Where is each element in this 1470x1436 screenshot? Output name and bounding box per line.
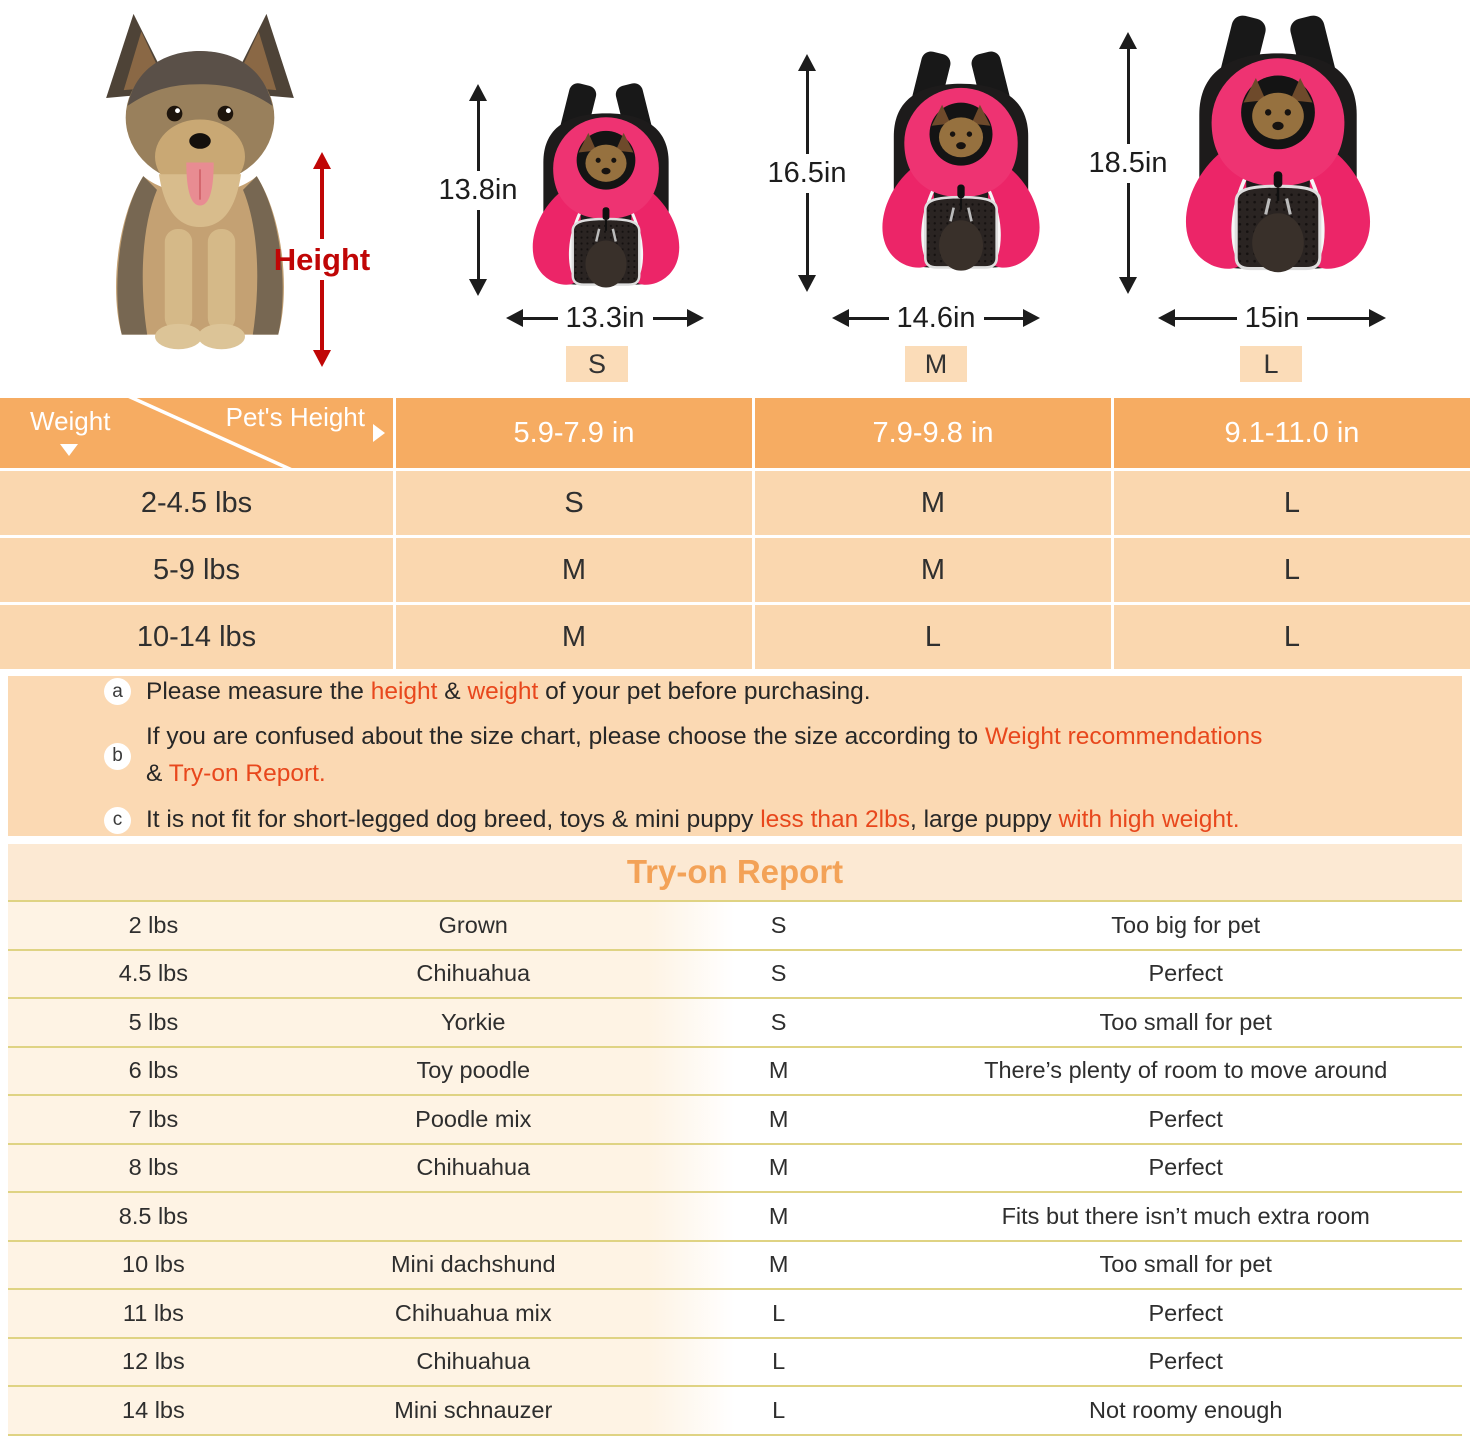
arrow-line	[320, 169, 324, 239]
column-header-1: 5.9-7.9 in	[396, 398, 752, 468]
tryon-cell-breed: Chihuahua	[416, 960, 531, 987]
dog-height-arrow	[267, 152, 377, 367]
note-a-part: &	[437, 677, 468, 705]
tryon-cell-weight: 11 lbs	[122, 1299, 184, 1326]
tryon-cell-weight: 8.5 lbs	[118, 1202, 189, 1229]
note-c-part: It is not fit for short-legged dog breed, toys & mini puppy	[146, 805, 761, 833]
tryon-cell-weight: 12 lbs	[122, 1348, 185, 1375]
arrow-line	[1127, 49, 1130, 144]
tryon-cell-size: M	[768, 1154, 789, 1181]
row-1-size-2: M	[755, 471, 1111, 535]
arrow-head-down	[313, 350, 331, 367]
arrow-line	[1307, 317, 1369, 320]
size-s-height-value: 13.8in	[438, 173, 518, 206]
tryon-cell-weight: 2 lbs	[128, 911, 179, 938]
tryon-cell-size: S	[770, 960, 787, 987]
tryon-row	[8, 1288, 1462, 1337]
row-1-weight: 2-4.5 lbs	[0, 471, 393, 535]
tryon-cell-size: S	[770, 1008, 787, 1035]
backpack-image-l	[1155, 14, 1401, 303]
note-a	[104, 674, 1438, 711]
arrow-line	[523, 317, 558, 320]
tryon-row	[8, 1191, 1462, 1240]
triangle-right-icon	[373, 424, 385, 442]
size-s-width-value: 13.3in	[565, 301, 645, 334]
tryon-title-band	[8, 844, 1462, 900]
note-a-text	[146, 674, 871, 711]
arrow-line	[984, 317, 1024, 320]
size-s-chip: S	[566, 346, 628, 382]
size-table	[0, 398, 1470, 669]
tryon-row	[8, 1094, 1462, 1143]
tryon-cell-breed: Grown	[438, 911, 508, 938]
column-header-2: 7.9-9.8 in	[755, 398, 1111, 468]
row-1-size-3: L	[1114, 471, 1470, 535]
tryon-cell-breed: Toy poodle	[416, 1057, 531, 1084]
tryon-cell-comment: Too big for pet	[1111, 911, 1261, 938]
tryon-report-section	[8, 844, 1462, 1436]
note-b-text	[146, 719, 1262, 793]
tryon-cell-comment: Too small for pet	[1099, 1251, 1272, 1278]
size-l-width-value: 15in	[1244, 301, 1300, 334]
note-a-part: of your pet before purchasing.	[538, 677, 871, 705]
tryon-cell-weight: 14 lbs	[122, 1396, 185, 1423]
row-3-size-3: L	[1114, 605, 1470, 669]
arrow-line	[477, 210, 480, 280]
tryon-row	[8, 1337, 1462, 1386]
arrow-head-up	[313, 152, 331, 169]
tryon-cell-size: L	[772, 1396, 786, 1423]
arrow-head-right	[1023, 309, 1040, 327]
backpack-image-m	[856, 50, 1066, 297]
arrow-head-right	[1369, 309, 1386, 327]
note-a-marker: a	[104, 678, 131, 705]
row-1-size-1: S	[396, 471, 752, 535]
corner-weight-label: Weight	[30, 406, 111, 436]
note-b	[104, 719, 1438, 793]
tryon-cell-weight: 10 lbs	[122, 1251, 185, 1278]
size-l-chip: L	[1240, 346, 1302, 382]
arrow-line	[806, 71, 809, 154]
row-3-size-2: L	[755, 605, 1111, 669]
arrow-line	[806, 193, 809, 276]
corner-pets-height-label: Pet's Height	[225, 402, 365, 432]
arrow-line	[1175, 317, 1237, 320]
note-c-accent: with high weight.	[1058, 805, 1240, 833]
tryon-cell-comment: Perfect	[1148, 1348, 1223, 1375]
tryon-row	[8, 900, 1462, 949]
column-header-3: 9.1-11.0 in	[1114, 398, 1470, 468]
size-s-width-arrow	[506, 302, 704, 334]
size-m-height-value: 16.5in	[767, 156, 847, 189]
tryon-row	[8, 1046, 1462, 1095]
tryon-row	[8, 1240, 1462, 1289]
arrow-head-left	[832, 309, 849, 327]
arrow-head-left	[1158, 309, 1175, 327]
note-c-marker: c	[104, 807, 131, 834]
arrow-head-left	[506, 309, 523, 327]
arrow-line	[849, 317, 889, 320]
arrow-head-up	[469, 84, 487, 101]
note-b-accent: Weight recommendations	[984, 723, 1263, 751]
tryon-cell-comment: Not roomy enough	[1089, 1396, 1283, 1423]
arrow-head-down	[469, 279, 487, 296]
tryon-cell-breed: Chihuahua mix	[394, 1299, 552, 1326]
note-a-part: Please measure the	[146, 677, 371, 705]
note-a-accent: height	[370, 677, 438, 705]
tryon-cell-comment: Perfect	[1148, 1299, 1223, 1326]
arrow-head-up	[1119, 32, 1137, 49]
arrow-head-up	[798, 54, 816, 71]
tryon-cell-weight: 8 lbs	[128, 1154, 179, 1181]
note-b-part: &	[146, 760, 169, 787]
row-3-size-1: M	[396, 605, 752, 669]
tryon-row	[8, 1143, 1462, 1192]
tryon-title: Try-on Report	[626, 853, 844, 890]
arrow-head-down	[798, 275, 816, 292]
note-b-accent: Try-on Report.	[168, 760, 326, 787]
size-m-width-value: 14.6in	[896, 301, 976, 334]
tryon-row	[8, 997, 1462, 1046]
tryon-row	[8, 949, 1462, 998]
tryon-cell-breed: Poodle mix	[415, 1105, 532, 1132]
note-c-part: , large puppy	[910, 805, 1059, 833]
tryon-cell-breed: Mini schnauzer	[394, 1396, 553, 1423]
row-2-weight: 5-9 lbs	[0, 538, 393, 602]
height-label: Height	[273, 242, 371, 277]
tryon-cell-breed: Chihuahua	[416, 1348, 531, 1375]
tryon-cell-comment: Too small for pet	[1099, 1008, 1272, 1035]
tryon-cell-breed: Mini dachshund	[390, 1251, 556, 1278]
note-c-accent: less than 2lbs	[760, 805, 910, 833]
arrow-head-down	[1119, 277, 1137, 294]
tryon-cell-weight: 7 lbs	[128, 1105, 179, 1132]
tryon-cell-size: M	[768, 1105, 789, 1132]
tryon-cell-size: M	[768, 1057, 789, 1084]
notes-panel	[8, 676, 1462, 836]
note-b-marker: b	[104, 743, 131, 770]
row-2-size-2: M	[755, 538, 1111, 602]
tryon-cell-breed: Chihuahua	[416, 1154, 531, 1181]
size-l-height-value: 18.5in	[1088, 146, 1168, 179]
arrow-line	[320, 280, 324, 350]
tryon-cell-size: M	[768, 1202, 789, 1229]
size-m-height-arrow	[752, 54, 862, 292]
row-2-size-3: L	[1114, 538, 1470, 602]
tryon-cell-weight: 5 lbs	[128, 1008, 179, 1035]
tryon-cell-size: M	[768, 1251, 789, 1278]
tryon-cell-comment: There’s plenty of room to move around	[984, 1057, 1388, 1084]
arrow-head-right	[687, 309, 704, 327]
tryon-row	[8, 1385, 1462, 1436]
size-m-width-arrow	[832, 302, 1040, 334]
row-3-weight: 10-14 lbs	[0, 605, 393, 669]
tryon-cell-comment: Perfect	[1148, 1105, 1223, 1132]
arrow-line	[477, 101, 480, 171]
note-c	[104, 802, 1438, 839]
tryon-cell-comment: Perfect	[1148, 1154, 1223, 1181]
arrow-line	[653, 317, 688, 320]
arrow-line	[1127, 183, 1130, 278]
backpack-image-s	[508, 82, 704, 312]
note-c-text	[146, 802, 1240, 839]
tryon-cell-comment: Perfect	[1148, 960, 1223, 987]
tryon-rows	[8, 900, 1462, 1436]
tryon-cell-size: L	[772, 1299, 786, 1326]
note-a-accent: weight	[467, 677, 539, 705]
size-l-width-arrow	[1158, 302, 1386, 334]
tryon-cell-size: L	[772, 1348, 786, 1375]
triangle-down-icon	[60, 444, 78, 456]
tryon-cell-size: S	[770, 911, 787, 938]
tryon-cell-weight: 6 lbs	[128, 1057, 179, 1084]
tryon-cell-breed: Yorkie	[441, 1008, 506, 1035]
tryon-cell-weight: 4.5 lbs	[118, 960, 189, 987]
tryon-cell-comment: Fits but there isn’t much extra room	[1001, 1202, 1370, 1229]
row-2-size-1: M	[396, 538, 752, 602]
note-b-part: If you are confused about the size chart, please choose the size according to	[146, 723, 985, 751]
size-table-corner-cell	[0, 398, 393, 468]
size-m-chip: M	[905, 346, 967, 382]
